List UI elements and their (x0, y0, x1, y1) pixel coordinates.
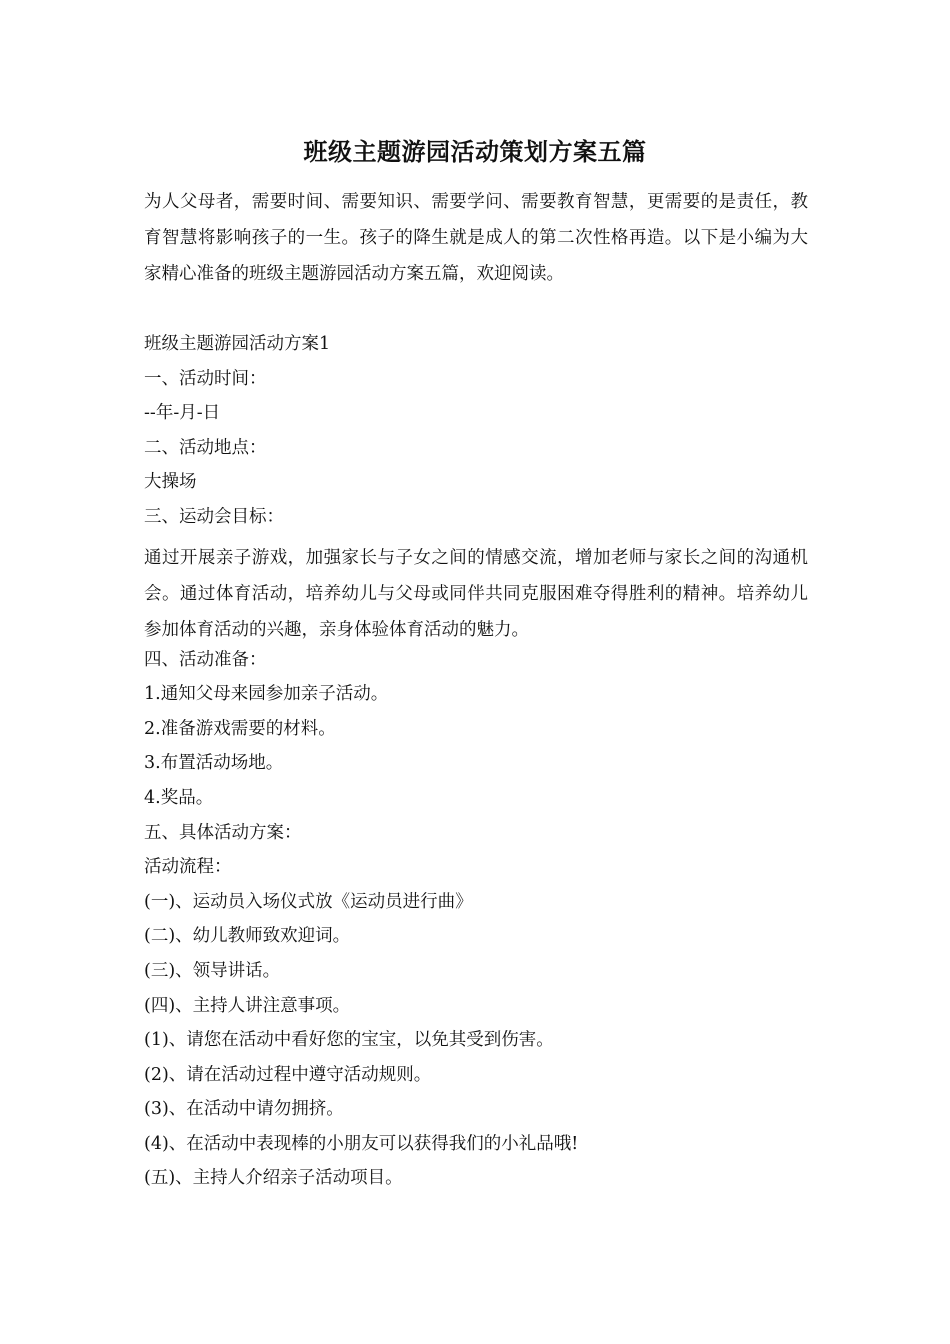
flow-item: (一)、运动员入场仪式放《运动员进行曲》 (144, 891, 473, 912)
document-title: 班级主题游园活动策划方案五篇 (303, 137, 647, 166)
location-value: 大操场 (144, 472, 197, 493)
plan-heading: 班级主题游园活动方案1 (144, 334, 331, 354)
flow-heading: 活动流程： (144, 857, 232, 878)
notice-item: (4)、在活动中表现棒的小朋友可以获得我们的小礼品哦! (144, 1133, 579, 1154)
notice-item: (2)、请在活动过程中遵守活动规则。 (144, 1064, 432, 1085)
flow-item: (二)、幼儿教师致欢迎词。 (144, 926, 351, 947)
section-heading-location: 二、活动地点： (144, 437, 267, 458)
notice-item: (3)、在活动中请勿拥挤。 (144, 1099, 344, 1120)
section-heading-plan: 五、具体活动方案： (144, 822, 302, 843)
intro-paragraph (144, 184, 808, 292)
prep-item: 3.布置活动场地。 (144, 753, 284, 774)
prep-item: 2.准备游戏需要的材料。 (144, 718, 336, 739)
prep-item: 4.奖品。 (144, 787, 214, 808)
section-heading-goal: 三、运动会目标： (144, 506, 284, 527)
prep-item: 1.通知父母来园参加亲子活动。 (144, 684, 389, 705)
intro-text: 为人父母者，需要时间、需要知识、需要学问、需要教育智慧，更需要的是责任，教育智慧将影响孩子的一生。孩子的降生就是成人的第二次性格再造。以下是小编为大家精心准备的班级主题游园活动方案五篇，欢迎阅读。 (144, 192, 808, 284)
time-value: --年-月-日 (144, 403, 221, 424)
flow-item: (三)、领导讲话。 (144, 960, 281, 981)
notice-item: (1)、请您在活动中看好您的宝宝，以免其受到伤害。 (144, 1030, 554, 1051)
goal-paragraph: 通过开展亲子游戏，加强家长与子女之间的情感交流，增加老师与家长之间的沟通机会。通过体育活动，培养幼儿与父母或同伴共同克服困难夺得胜利的精神。培养幼儿参加体育活动的兴趣，亲身体验体育活动的魅力。 (144, 547, 808, 640)
flow-item: (五)、主持人介绍亲子活动项目。 (144, 1168, 403, 1189)
plan-section (144, 332, 808, 1201)
section-heading-prep: 四、活动准备： (144, 649, 267, 670)
flow-item: (四)、主持人讲注意事项。 (144, 995, 351, 1016)
section-heading-time: 一、活动时间： (144, 368, 267, 389)
